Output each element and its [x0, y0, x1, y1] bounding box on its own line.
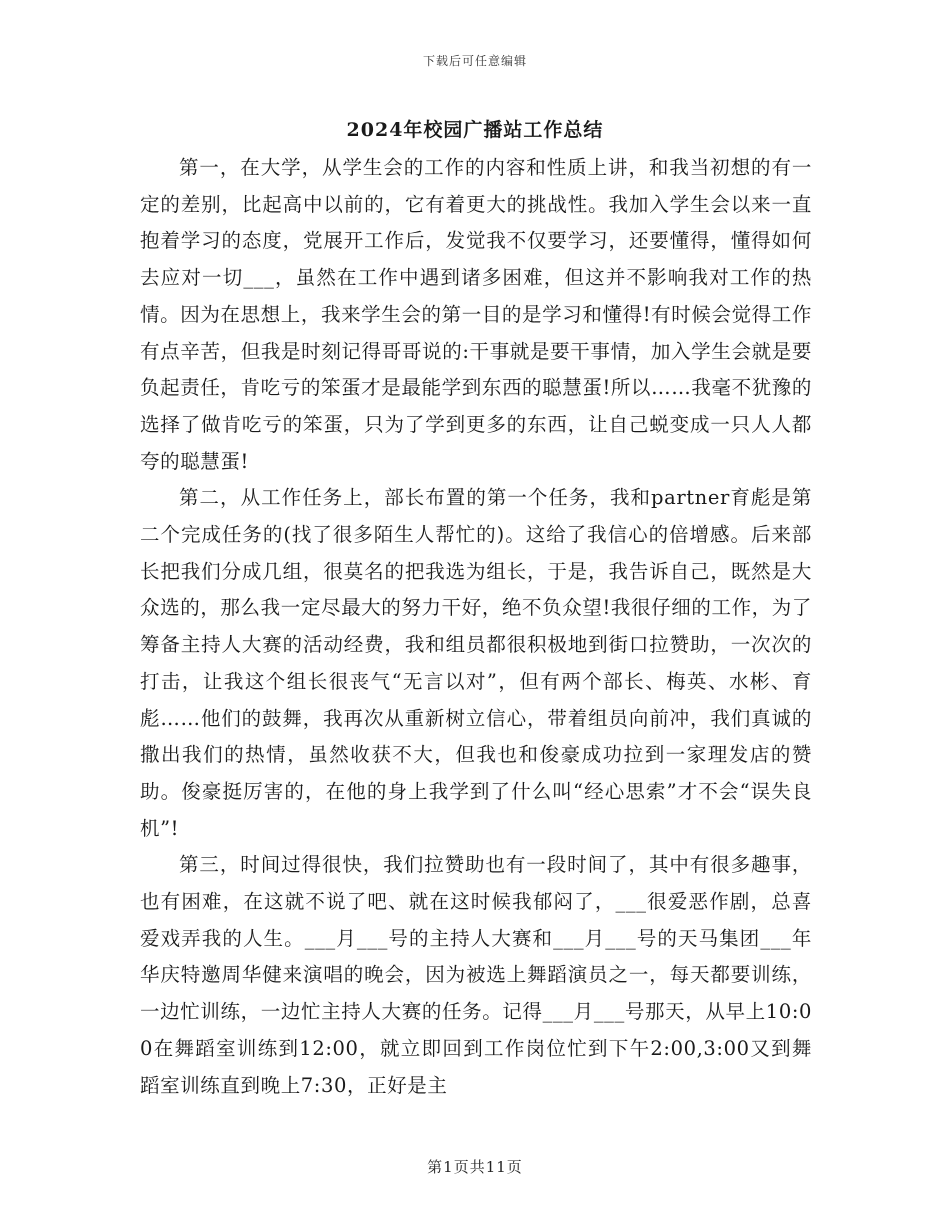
document-body — [140, 150, 812, 1104]
paragraph-2: 第二，从工作任务上，部长布置的第一个任务，我和partner育彪是第二个完成任务的(找了很多陌生人帮忙的)。这给了我信心的倍增感。后来部长把我们分成几组，很莫名的把我选为组长，于是，我告诉自己，既然是大众选的，那么我一定尽最大的努力干好，绝不负众望!我很仔细的工作，为了筹备主持人大赛的活动经费，我和组员都很积极地到街口拉赞助，一次次的打击，让我这个组长很丧气“无言以对”，但有两个部长、梅英、水彬、育彪……他们的鼓舞，我再次从重新树立信心，带着组员向前冲，我们真诚的撒出我们的热情，虽然收获不大，但我也和俊豪成功拉到一家理发店的赞助。俊豪挺厉害的，在他的身上我学到了什么叫“经心思索”才不会“误失良机”! — [140, 486, 812, 840]
header-note: 下载后可任意编辑 — [422, 54, 527, 68]
paragraph-1: 第一，在大学，从学生会的工作的内容和性质上讲，和我当初想的有一定的差别，比起高中以前的，它有着更大的挑战性。我加入学生会以来一直抱着学习的态度，党展开工作后，发觉我不仅要学习，还要懂得，懂得如何去应对一切___，虽然在工作中遇到诸多困难，但这并不影响我对工作的热情。因为在思想上，我来学生会的第一目的是学习和懂得!有时候会觉得工作有点辛苦，但我是时刻记得哥哥说的:干事就是要干事情，加入学生会就是要负起责任，肯吃亏的笨蛋才是最能学到东西的聪慧蛋!所以……我毫不犹豫的选择了做肯吃亏的笨蛋，只为了学到更多的东西，让自己蜕变成一只人人都夸的聪慧蛋! — [140, 156, 812, 473]
paragraph-3: 第三，时间过得很快，我们拉赞助也有一段时间了，其中有很多趣事，也有困难，在这就不说了吧、就在这时候我郁闷了，___很爱恶作剧，总喜爱戏弄我的人生。___月___号的主持人大赛和___月___号的天马集团___年华庆特邀周华健来演唱的晚会，因为被选上舞蹈演员之一，每天都要训练，一边忙训练，一边忙主持人大赛的任务。记得___月___号那天，从早上10:00在舞蹈室训练到12:00，就立即回到工作岗位忙到下午2:00,3:00又到舞蹈室训练直到晚上7:30，正好是主 — [140, 853, 812, 1097]
page-number-footer: 第1页共11页 — [427, 1158, 523, 1176]
document-title: 2024年校园广播站工作总结 — [346, 119, 604, 141]
